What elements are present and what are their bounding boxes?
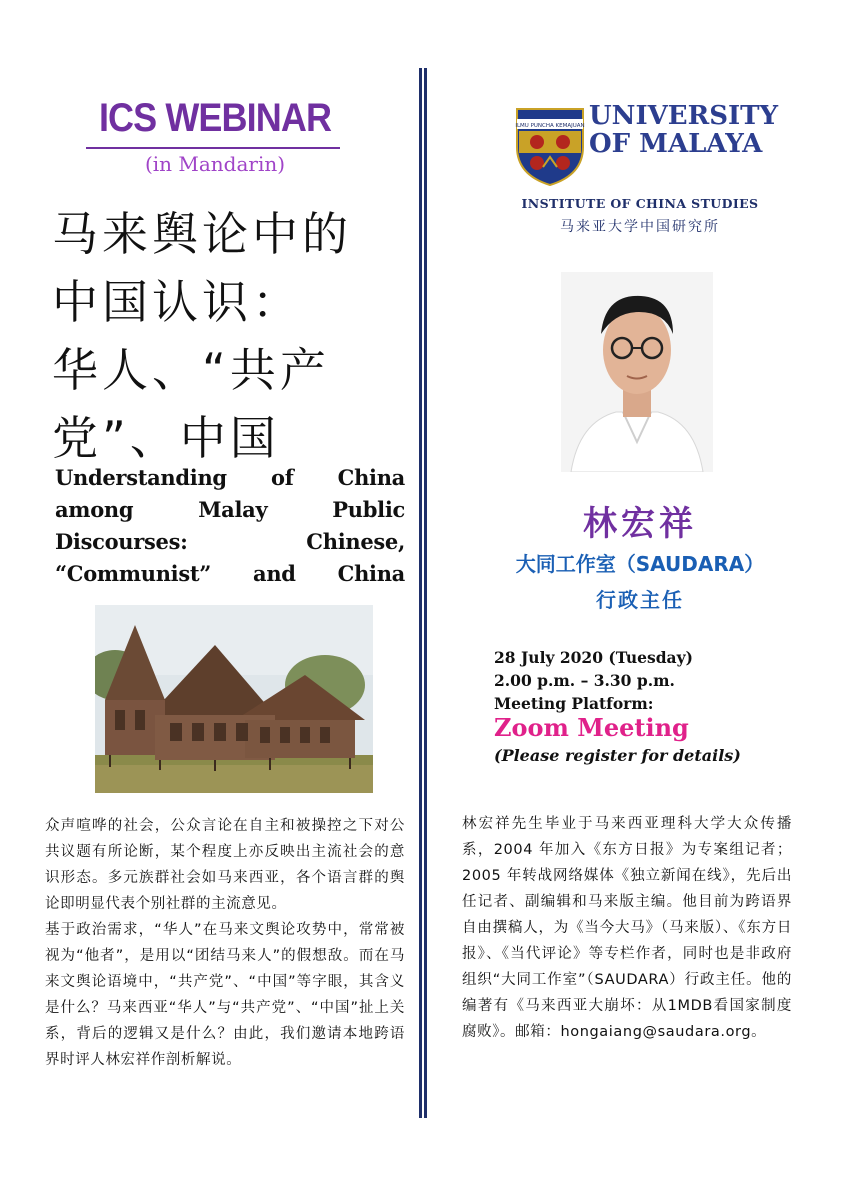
english-title-line: Discourses: Chinese,	[55, 529, 405, 554]
chinese-title-line: 华人、“共产	[52, 343, 330, 397]
university-name-line: UNIVERSITY	[589, 101, 779, 131]
speaker-role: 行政主任	[596, 588, 684, 612]
english-title-line: “Communist” and China	[55, 561, 405, 586]
description-paragraph: 众声喧哗的社会，公众言论在自主和被操控之下对公共议题有所论断，某个程度上亦反映出主流社会的意识形态。多元族群社会如马来西亚，各个语言群的舆论即明显代表个别社群的主流意见。	[45, 818, 405, 912]
speaker-name: 林宏祥	[583, 504, 697, 544]
malay-house-photo	[95, 605, 373, 793]
speaker-photo	[561, 272, 713, 472]
column-divider	[419, 68, 427, 1118]
english-title	[55, 462, 405, 590]
university-name	[589, 102, 778, 158]
chinese-title-line: 中国认识：	[52, 275, 302, 329]
chinese-title-line: 马来舆论中的	[52, 207, 352, 261]
university-name-line: OF MALAYA	[589, 129, 763, 159]
description-paragraph: 基于政治需求，“华人”在马来文舆论攻势中，常常被视为“他者”，是用以“团结马来人”的假想敌。而在马来文舆论语境中，“共产党”、“中国”等字眼，其含义是什么？马来西亚“华人”与“共产党”、“中国”扯上关系，背后的逻辑又是什么？由此，我们邀请本地跨语界时评人林宏祥作剖析解说。	[45, 922, 405, 1068]
event-details	[494, 646, 794, 715]
chinese-title	[52, 200, 412, 472]
speaker-organization: 大同工作室（SAUDARA）	[515, 552, 765, 576]
webinar-language: (in Mandarin)	[144, 152, 286, 176]
webinar-title-underline	[86, 147, 340, 149]
register-note: (Please register for details)	[494, 746, 741, 765]
institute-name-cn: 马来亚大学中国研究所	[560, 219, 720, 235]
institute-name-en: INSTITUTE OF CHINA STUDIES	[521, 196, 759, 211]
speaker-bio: 林宏祥先生毕业于马来西亚理科大学大众传播系，2004 年加入《东方日报》为专案组记者；2005 年转战网络媒体《独立新闻在线》，先后出任记者、副编辑和马来版主编。他目前为跨语界自由撰稿人，为《当今大马》（马来版）、《东方日报》、《当代评论》等专栏作者，同时也是非政府组织“大同工作室”（SAUDARA）行政主任。他的编著有《马来西亚大崩坏：从1MDB看国家制度腐败》。邮箱：hongaiang@saudara.org。	[462, 816, 792, 1040]
chinese-title-line: 党”、中国	[52, 411, 280, 465]
english-title-line: Understanding of China	[55, 465, 405, 490]
university-crest-icon	[515, 105, 585, 187]
event-date: 28 July 2020 (Tuesday)	[494, 648, 693, 667]
platform-label: Meeting Platform:	[494, 694, 654, 713]
event-time: 2.00 p.m. – 3.30 p.m.	[494, 671, 675, 690]
event-description	[45, 813, 405, 1073]
webinar-title: ICS WEBINAR	[98, 96, 332, 140]
platform-value: Zoom Meeting	[494, 713, 689, 742]
svg-text:ILMU PUNCHA KEMAJUAN: ILMU PUNCHA KEMAJUAN	[515, 123, 585, 129]
english-title-line: among Malay Public	[55, 497, 405, 522]
